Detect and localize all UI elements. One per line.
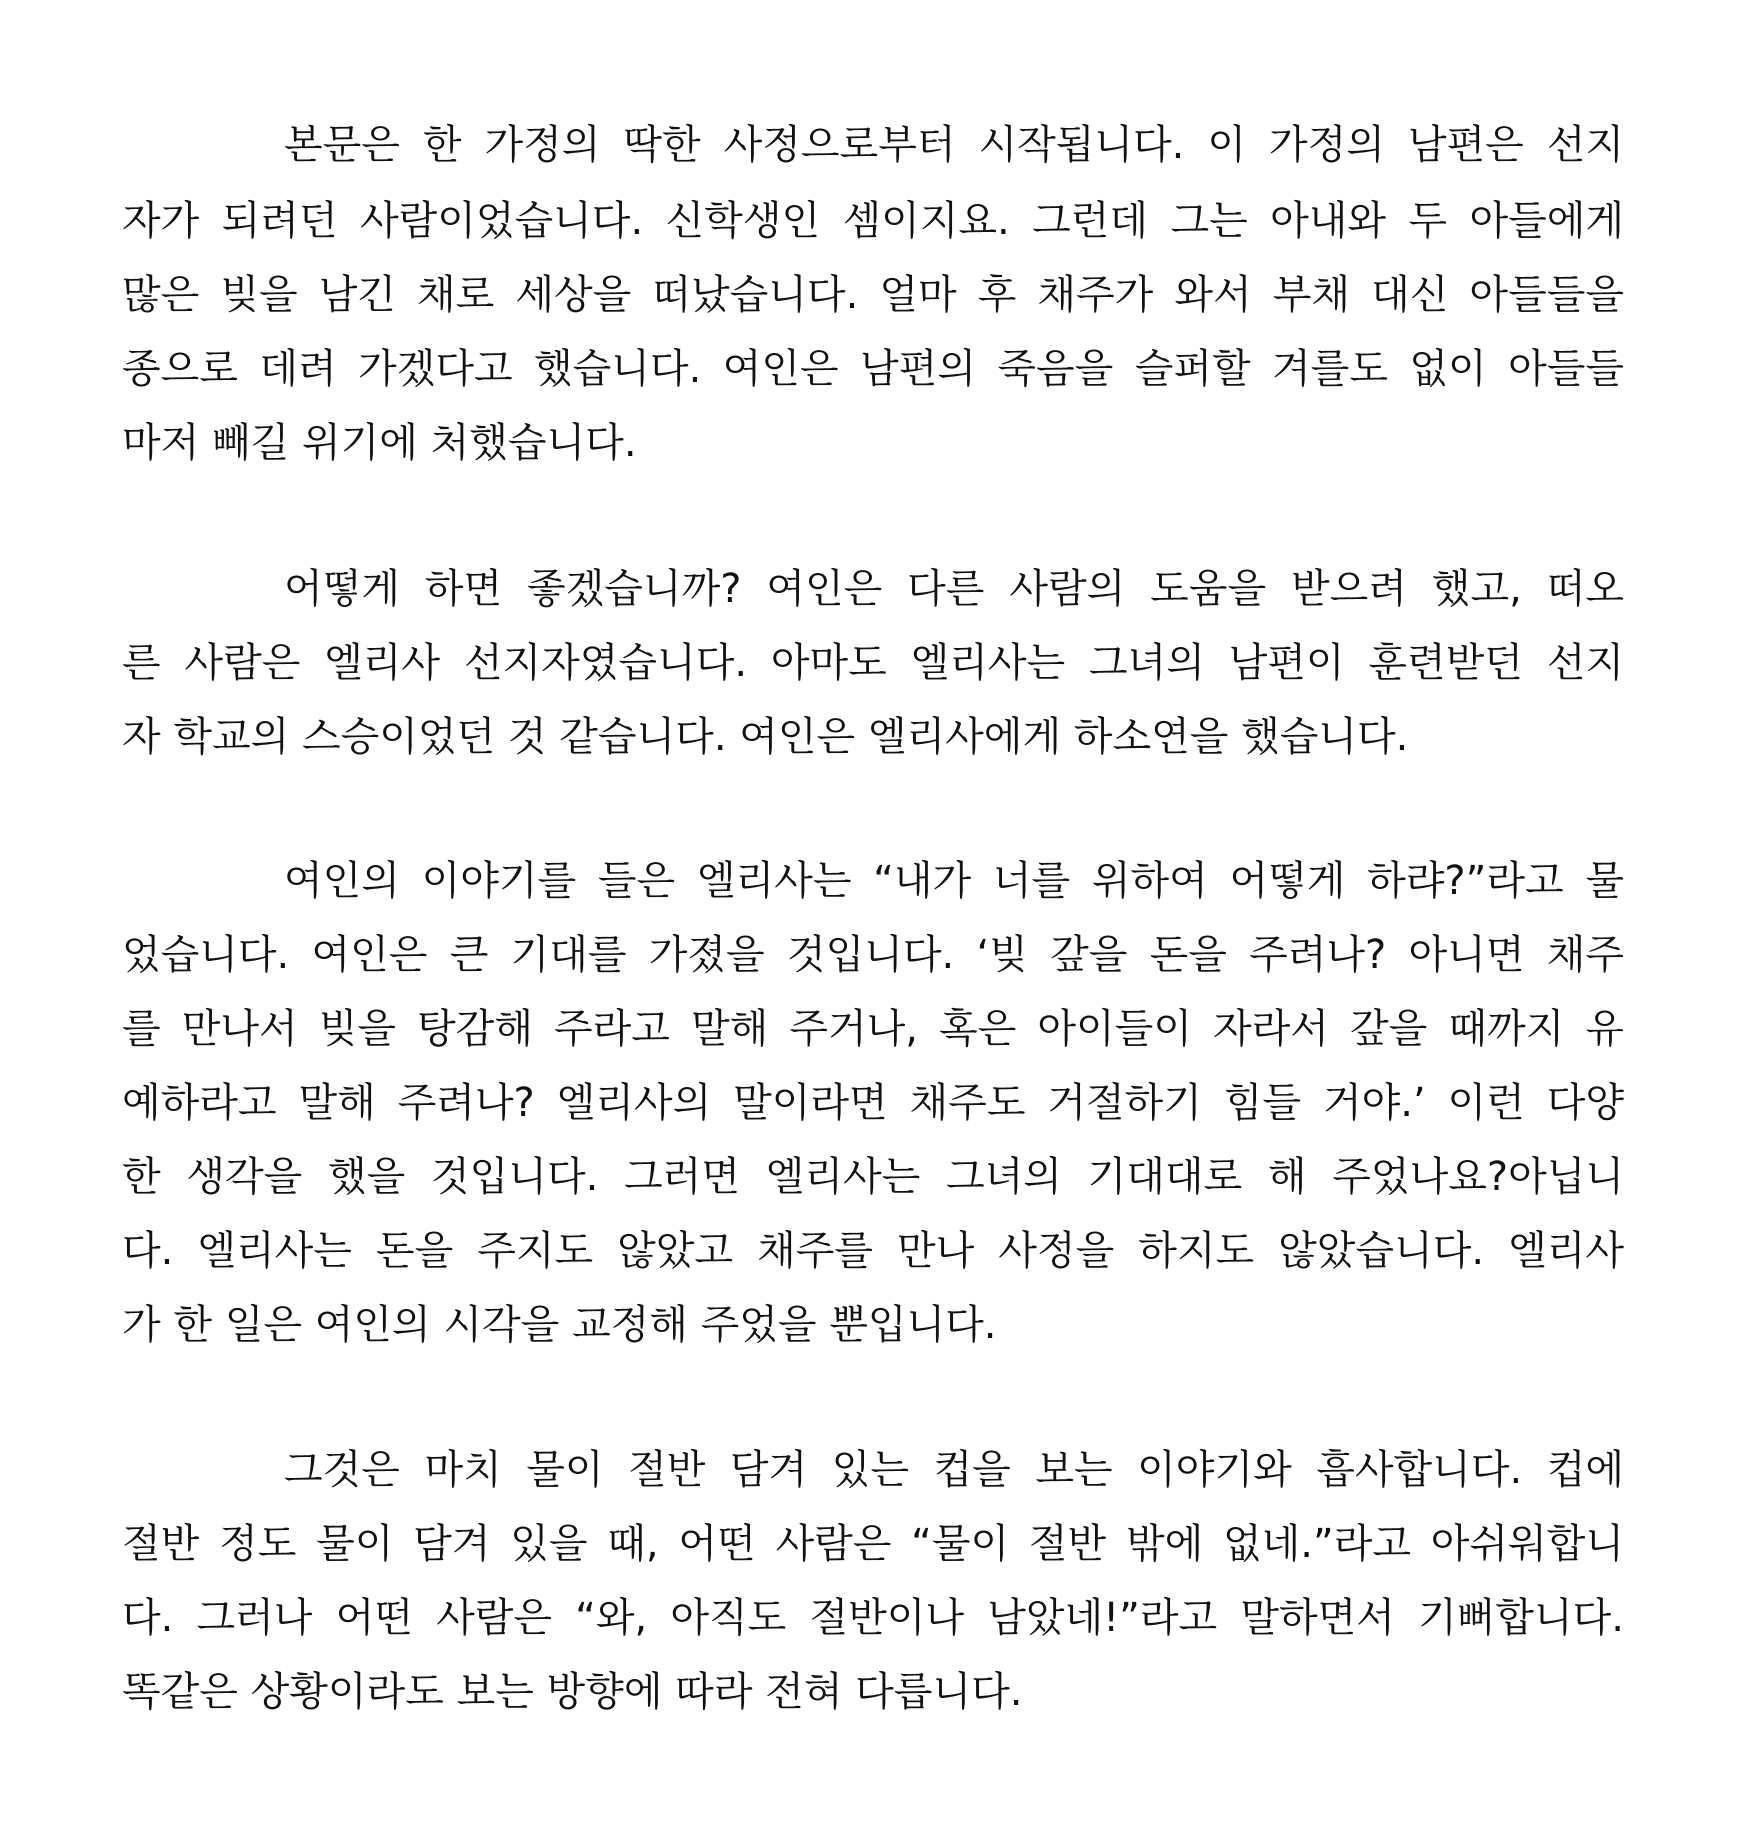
text-line: 그것은 마치 물이 절반 담겨 있는 컵을 보는 이야기와 흡사합니다. 컵에 [284, 1447, 1624, 1493]
text-line: 자 학교의 스승이었던 것 같습니다. 여인은 엘리사에게 하소연을 했습니다. [122, 714, 1409, 760]
text-line: 종으로 데려 가겠다고 했습니다. 여인은 남편의 죽음을 슬퍼할 겨를도 없이 아들들 [122, 346, 1624, 392]
text-line: 를 만나서 빚을 탕감해 주라고 말해 주거나, 혹은 아이들이 자라서 갚을 때까지 유 [122, 1006, 1624, 1052]
text-line: 절반 정도 물이 담겨 있을 때, 어떤 사람은 “물이 절반 밖에 없네.”라고 아쉬워합니 [122, 1521, 1624, 1567]
text-line: 가 한 일은 여인의 시각을 교정해 주었을 뿐입니다. [122, 1302, 997, 1348]
text-line: 어떻게 하면 좋겠습니까? 여인은 다른 사람의 도움을 받으려 했고, 떠오 [284, 566, 1624, 612]
text-line: 본문은 한 가정의 딱한 사정으로부터 시작됩니다. 이 가정의 남편은 선지 [284, 122, 1624, 168]
text-line: 여인의 이야기를 들은 엘리사는 “내가 너를 위하여 어떻게 하랴?”라고 물 [284, 858, 1624, 904]
text-line: 자가 되려던 사람이었습니다. 신학생인 셈이지요. 그런데 그는 아내와 두 아들에게 [122, 198, 1624, 244]
text-line: 다. 그러나 어떤 사람은 “와, 아직도 절반이나 남았네!”라고 말하면서 기뻐합니다. [122, 1595, 1624, 1641]
text-line: 른 사람은 엘리사 선지자였습니다. 아마도 엘리사는 그녀의 남편이 훈련받던 선지 [122, 640, 1624, 686]
text-line: 한 생각을 했을 것입니다. 그러면 엘리사는 그녀의 기대대로 해 주었나요?아닙니 [122, 1154, 1624, 1200]
text-line: 많은 빚을 남긴 채로 세상을 떠났습니다. 얼마 후 채주가 와서 부채 대신 아들들을 [122, 272, 1624, 318]
text-line: 마저 빼길 위기에 처했습니다. [122, 420, 637, 466]
text-line: 었습니다. 여인은 큰 기대를 가졌을 것입니다. ‘빚 갚을 돈을 주려나? 아니면 채주 [122, 932, 1624, 978]
text-line: 예하라고 말해 주려나? 엘리사의 말이라면 채주도 거절하기 힘들 거야.’ 이런 다양 [122, 1080, 1624, 1126]
text-line: 다. 엘리사는 돈을 주지도 않았고 채주를 만나 사정을 하지도 않았습니다. 엘리사 [122, 1228, 1624, 1274]
text-line: 똑같은 상황이라도 보는 방향에 따라 전혀 다릅니다. [122, 1669, 1023, 1715]
